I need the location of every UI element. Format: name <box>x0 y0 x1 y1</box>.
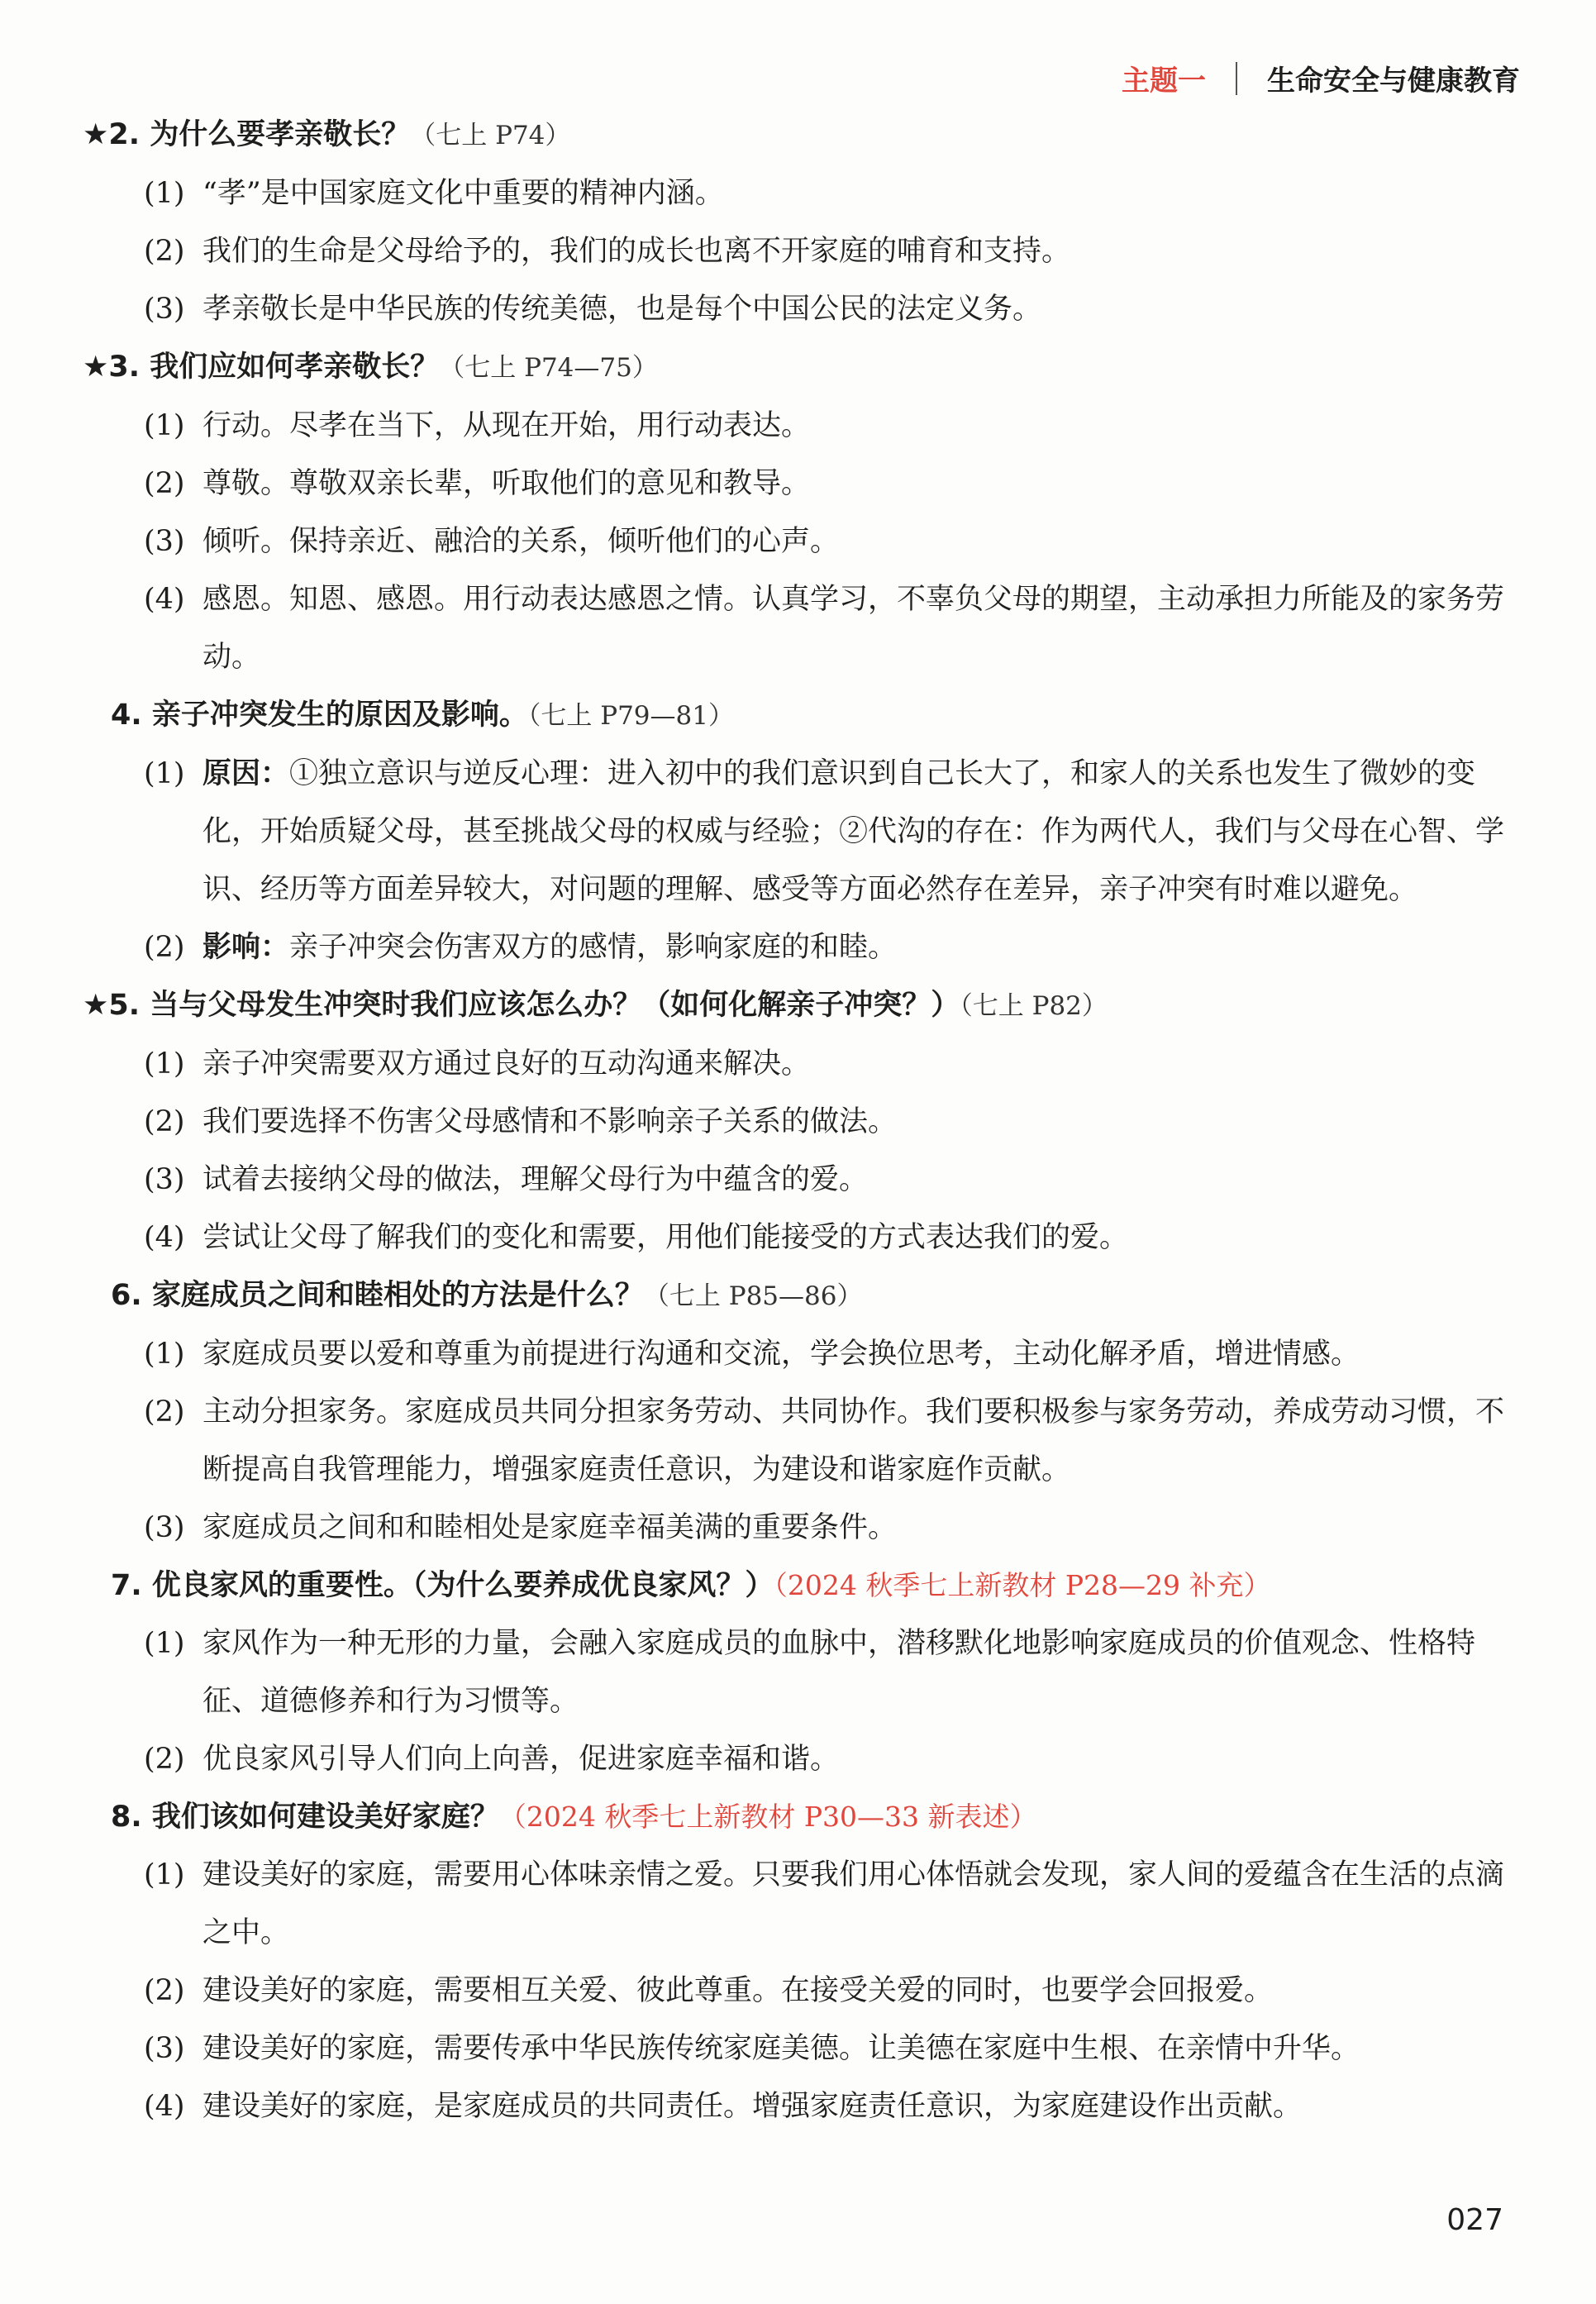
question-number: ★2. <box>83 118 141 151</box>
item-text: 亲子冲突会伤害双方的感情，影响家庭的和睦。 <box>289 931 898 964</box>
question-number: 7. <box>111 1569 142 1602</box>
list-item <box>83 222 1521 280</box>
header-subject: 生命安全与健康教育 <box>1267 64 1520 98</box>
question-ref: （七上 P85—86） <box>643 1281 863 1311</box>
item-index: (2) <box>144 235 185 268</box>
item-index: (4) <box>144 1221 185 1254</box>
item-text: 亲子冲突需要双方通过良好的互动沟通来解决。 <box>202 1047 811 1080</box>
list-item <box>83 397 1521 455</box>
list-item <box>83 1093 1521 1151</box>
item-index: (3) <box>144 1163 185 1196</box>
item-text: 尊敬。尊敬双亲长辈，听取他们的意见和教导。 <box>202 467 811 500</box>
header-theme: 主题一 <box>1122 64 1206 98</box>
question-number: 6. <box>111 1279 142 1312</box>
header-divider <box>1236 62 1237 95</box>
item-index: (2) <box>144 1743 185 1776</box>
list-item <box>83 570 1521 686</box>
question-6 <box>83 1266 1521 1325</box>
question-title: 家庭成员之间和睦相处的方法是什么？ <box>151 1279 644 1312</box>
question-ref-new-textbook: （2024 秋季七上新教材 P28—29 补充） <box>774 1569 1271 1601</box>
list-item <box>83 1962 1521 2020</box>
question-4 <box>83 686 1521 745</box>
item-index: (2) <box>144 1974 185 2007</box>
item-text: 建设美好的家庭，是家庭成员的共同责任。增强家庭责任意识，为家庭建设作出贡献。 <box>202 2090 1303 2123</box>
list-item <box>83 1846 1521 1962</box>
list-item <box>83 165 1521 222</box>
list-item <box>83 745 1521 918</box>
item-text: 倾听。保持亲近、融洽的关系，倾听他们的心声。 <box>202 525 840 558</box>
item-text: 家庭成员要以爱和尊重为前提进行沟通和交流，学会换位思考，主动化解矛盾，增进情感。 <box>202 1338 1360 1371</box>
item-index: (3) <box>144 2032 185 2065</box>
item-index: (1) <box>144 757 185 790</box>
question-3 <box>83 338 1521 397</box>
list-item <box>83 918 1521 976</box>
content <box>83 106 1521 2135</box>
item-index: (1) <box>144 1047 185 1080</box>
item-index: (1) <box>144 1858 185 1891</box>
item-index: (3) <box>144 525 185 558</box>
item-index: (2) <box>144 1105 185 1138</box>
question-title: 我们该如何建设美好家庭？ <box>151 1801 499 1834</box>
list-item <box>83 1499 1521 1557</box>
question-title: 优良家风的重要性。（为什么要养成优良家风？） <box>151 1569 774 1602</box>
list-item <box>83 455 1521 513</box>
question-number: 4. <box>111 699 142 732</box>
question-title: 为什么要孝亲敬长？ <box>150 118 411 151</box>
list-item <box>83 1035 1521 1093</box>
question-ref: （七上 P74—75） <box>439 353 658 383</box>
item-text: “孝”是中国家庭文化中重要的精神内涵。 <box>202 177 724 210</box>
item-text: ①独立意识与逆反心理：进入初中的我们意识到自己长大了，和家人的关系也发生了微妙的变化，开始质疑父母，甚至挑战父母的权威与经验；②代沟的存在：作为两代人，我们与父母在心智、学识、经历等方面差异较大，对问题的理解、感受等方面必然存在差异，亲子冲突有时难以避免。 <box>202 757 1505 906</box>
question-7 <box>83 1557 1521 1615</box>
item-index: (2) <box>144 467 185 500</box>
question-2 <box>83 106 1521 165</box>
question-number: ★3. <box>83 351 141 384</box>
list-item <box>83 1209 1521 1266</box>
item-text: 建设美好的家庭，需要用心体味亲情之爱。只要我们用心体悟就会发现，家人间的爱蕴含在生活的点滴之中。 <box>202 1858 1505 1949</box>
item-text: 家庭成员之间和和睦相处是家庭幸福美满的重要条件。 <box>202 1511 898 1544</box>
item-text: 尝试让父母了解我们的变化和需要，用他们能接受的方式表达我们的爱。 <box>202 1221 1129 1254</box>
question-ref: （七上 P74） <box>410 121 571 150</box>
question-title: 亲子冲突发生的原因及影响。 <box>151 699 528 732</box>
question-8 <box>83 1788 1521 1846</box>
list-item <box>83 1730 1521 1788</box>
question-number: 8. <box>111 1801 142 1834</box>
question-ref-new-textbook: （2024 秋季七上新教材 P30—33 新表述） <box>498 1801 1037 1833</box>
item-text: 优良家风引导人们向上向善，促进家庭幸福和谐。 <box>202 1743 840 1776</box>
item-label: 影响： <box>202 931 290 964</box>
item-text: 家风作为一种无形的力量，会融入家庭成员的血脉中，潜移默化地影响家庭成员的价值观念、性格特征、道德修养和行为习惯等。 <box>202 1627 1476 1718</box>
list-item <box>83 1383 1521 1499</box>
item-index: (4) <box>144 2090 185 2123</box>
item-index: (2) <box>144 931 185 964</box>
question-ref: （七上 P82） <box>960 991 1108 1021</box>
page-number: 027 <box>1446 2203 1503 2237</box>
item-text: 建设美好的家庭，需要相互关爱、彼此尊重。在接受关爱的同时，也要学会回报爱。 <box>202 1974 1274 2007</box>
item-index: (1) <box>144 1338 185 1371</box>
question-5 <box>83 976 1521 1035</box>
question-title: 当与父母发生冲突时我们应该怎么办？（如何化解亲子冲突？） <box>150 989 960 1022</box>
list-item <box>83 1615 1521 1730</box>
list-item <box>83 280 1521 338</box>
item-text: 感恩。知恩、感恩。用行动表达感恩之情。认真学习，不辜负父母的期望，主动承担力所能及的家务劳动。 <box>202 583 1505 674</box>
item-text: 我们的生命是父母给予的，我们的成长也离不开家庭的哺育和支持。 <box>202 235 1071 268</box>
item-text: 行动。尽孝在当下，从现在开始，用行动表达。 <box>202 409 811 442</box>
item-index: (4) <box>144 583 185 616</box>
item-index: (3) <box>144 1511 185 1544</box>
item-index: (2) <box>144 1395 185 1429</box>
page-header <box>1122 58 1520 98</box>
item-index: (1) <box>144 177 185 210</box>
list-item <box>83 513 1521 570</box>
list-item <box>83 2020 1521 2077</box>
list-item <box>83 1151 1521 1209</box>
question-number: ★5. <box>83 989 141 1022</box>
item-label: 原因： <box>202 757 290 790</box>
item-index: (3) <box>144 293 185 326</box>
item-text: 孝亲敬长是中华民族的传统美德，也是每个中国公民的法定义务。 <box>202 293 1042 326</box>
question-title: 我们应如何孝亲敬长？ <box>150 351 440 384</box>
question-ref: （七上 P79—81） <box>527 701 734 731</box>
list-item <box>83 1325 1521 1383</box>
item-text: 主动分担家务。家庭成员共同分担家务劳动、共同协作。我们要积极参与家务劳动，养成劳动习惯，不断提高自我管理能力，增强家庭责任意识，为建设和谐家庭作贡献。 <box>202 1395 1505 1486</box>
item-text: 我们要选择不伤害父母感情和不影响亲子关系的做法。 <box>202 1105 898 1138</box>
item-text: 试着去接纳父母的做法，理解父母行为中蕴含的爱。 <box>202 1163 869 1196</box>
item-index: (1) <box>144 1627 185 1660</box>
item-index: (1) <box>144 409 185 442</box>
list-item <box>83 2077 1521 2135</box>
item-text: 建设美好的家庭，需要传承中华民族传统家庭美德。让美德在家庭中生根、在亲情中升华。 <box>202 2032 1360 2065</box>
